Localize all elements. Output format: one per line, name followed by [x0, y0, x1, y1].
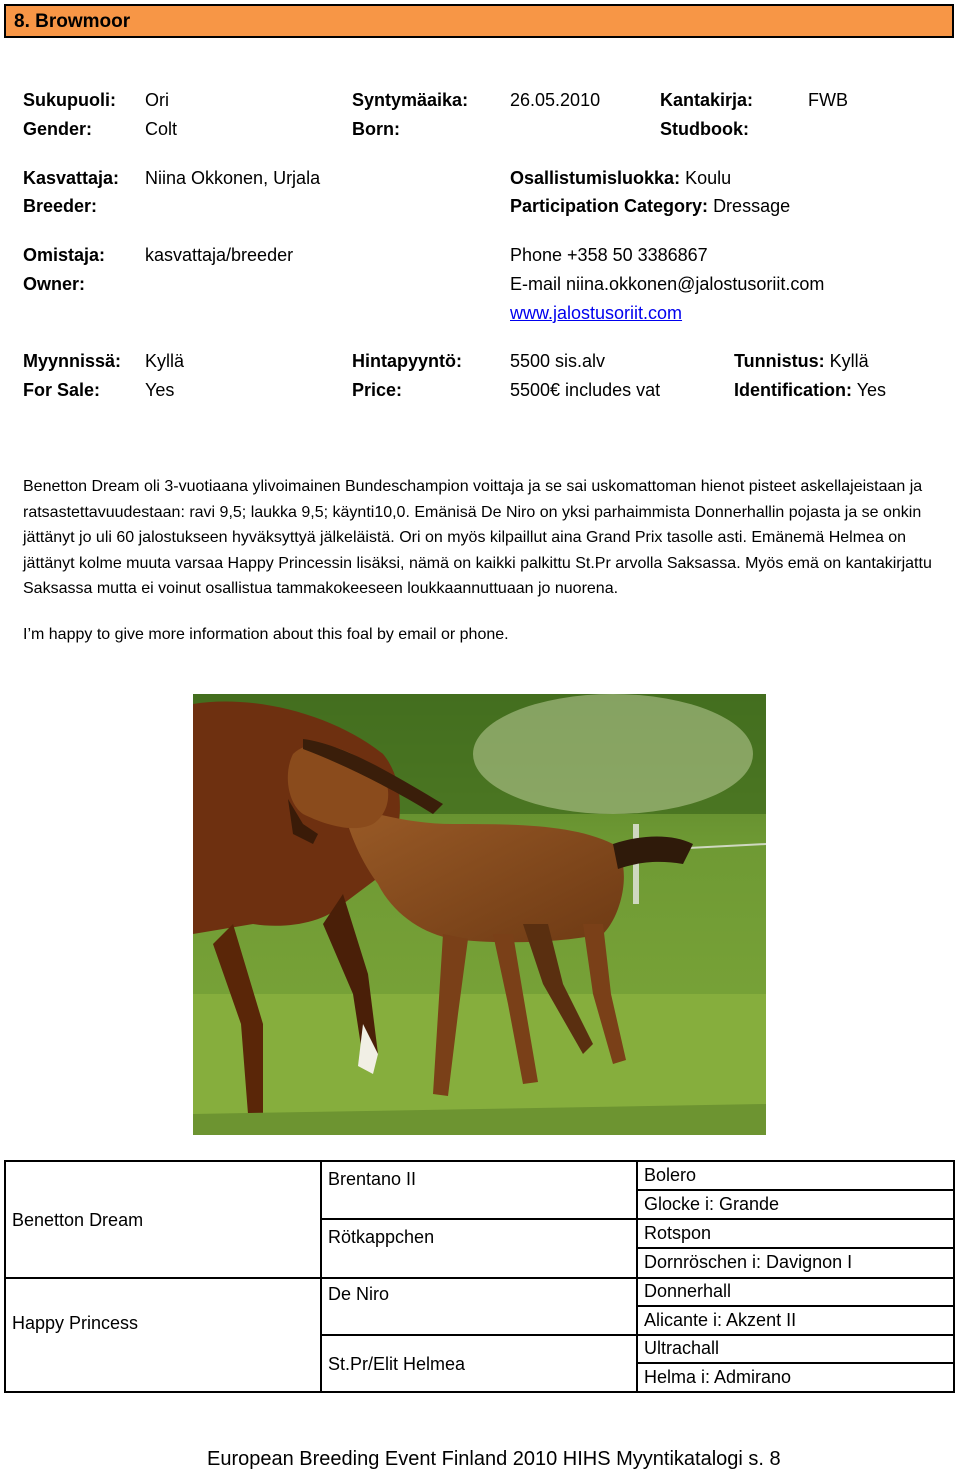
owner-fi-label: Omistaja: [23, 245, 106, 265]
price-en-label: Price: [352, 380, 403, 400]
sex-en-label: Gender: [23, 119, 93, 139]
pedigree-great-grandparent: Bolero [636, 1160, 955, 1191]
studbook-value: FWB [808, 90, 848, 110]
description-paragraph: Benetton Dream oli 3-vuotiaana ylivoimainen Bundeschampion voittaja ja se sai uskomattoman hienot pisteet askellajeistaan ja ratsastettavuudestaan: ravi 9,5; laukka 9,5; käynti10,0. Emänisä De Niro on yksi parhaimmista Donnerhallin pojasta ja se onkin jättänyt jo uli 60 jalostukseen hyväksyttyä jälkeläistä. Ori on myös kilpaillut aina Grand Prix tasolle asti. Emänemä Helmea on jättänyt kolme muuta varsaa Happy Princessin lisäksi, nämä on kaikki palkittu St.Pr arvolla Saksassa. Myös emä on kantakirjattu Saksassa mutta ei voinut osallistua tammakokeeseen loukkaannuttuaan jo nuorena. [23, 478, 932, 597]
category-en [510, 195, 790, 217]
pedigree-dam: Happy Princess [4, 1277, 322, 1393]
contact-note: I’m happy to give more information about this foal by email or phone. [23, 625, 509, 643]
breeder-fi-label: Kasvattaja: [23, 168, 120, 188]
id-en-value: Yes [856, 380, 887, 400]
breeder-value: Niina Okkonen, Urjala [145, 168, 321, 188]
price-en-value: 5500€ includes vat [510, 380, 661, 400]
website-link[interactable]: www.jalostusoriit.com [510, 303, 683, 323]
id-fi-value: Kyllä [829, 351, 869, 371]
born-fi-label: Syntymäaika: [352, 90, 469, 110]
id-en-label: Identification: [734, 380, 852, 400]
category-fi-label: Osallistumisluokka: [510, 168, 681, 188]
pedigree-grandparent: De Niro [320, 1277, 638, 1336]
pedigree-great-grandparent: Alicante i: Akzent II [636, 1305, 955, 1336]
pedigree-great-grandparent: Helma i: Admirano [636, 1362, 955, 1393]
phone-text: Phone +358 50 3386867 [510, 245, 708, 265]
horse-title: 8. Browmoor [14, 11, 131, 32]
pedigree-sire: Benetton Dream [4, 1160, 322, 1279]
owner-value: kasvattaja/breeder [145, 245, 294, 265]
pedigree-great-grandparent: Ultrachall [636, 1334, 955, 1364]
pedigree-great-grandparent: Glocke i: Grande [636, 1189, 955, 1220]
id-fi [734, 350, 869, 372]
email-text: E-mail niina.okkonen@jalostusoriit.com [510, 274, 825, 294]
id-fi-label: Tunnistus: [734, 351, 825, 371]
pedigree-great-grandparent: Rotspon [636, 1218, 955, 1249]
owner-en-label: Owner: [23, 274, 86, 294]
sex-en-value: Colt [145, 119, 178, 139]
sale-fi-label: Myynnissä: [23, 351, 122, 371]
pedigree-grandparent: Rötkappchen [320, 1218, 638, 1279]
pedigree-great-grandparent: Dornröschen i: Davignon I [636, 1247, 955, 1279]
page-footer: European Breeding Event Finland 2010 HIHS Myyntikatalogi s. 8 [207, 1448, 781, 1470]
price-fi-label: Hintapyyntö: [352, 351, 462, 371]
category-fi [510, 167, 731, 189]
sale-en-value: Yes [145, 380, 175, 400]
studbook-fi-label: Kantakirja: [660, 90, 754, 110]
pedigree-grandparent: Brentano II [320, 1160, 638, 1220]
horse-photo [193, 694, 766, 1135]
sale-fi-value: Kyllä [145, 351, 185, 371]
born-value: 26.05.2010 [510, 90, 601, 110]
studbook-en-label: Studbook: [660, 119, 749, 139]
sex-fi-value: Ori [145, 90, 169, 110]
breeder-en-label: Breeder: [23, 196, 98, 216]
page-header [4, 4, 954, 38]
sale-en-label: For Sale: [23, 380, 101, 400]
pedigree-great-grandparent: Donnerhall [636, 1277, 955, 1307]
price-fi-value: 5500 sis.alv [510, 351, 606, 371]
category-en-label: Participation Category: [510, 196, 709, 216]
id-en [734, 379, 886, 401]
born-en-label: Born: [352, 119, 400, 139]
category-en-value: Dressage [713, 196, 791, 216]
pedigree-grandparent: St.Pr/Elit Helmea [320, 1334, 638, 1393]
category-fi-value: Koulu [685, 168, 732, 188]
description [23, 474, 938, 647]
sex-fi-label: Sukupuoli: [23, 90, 116, 110]
